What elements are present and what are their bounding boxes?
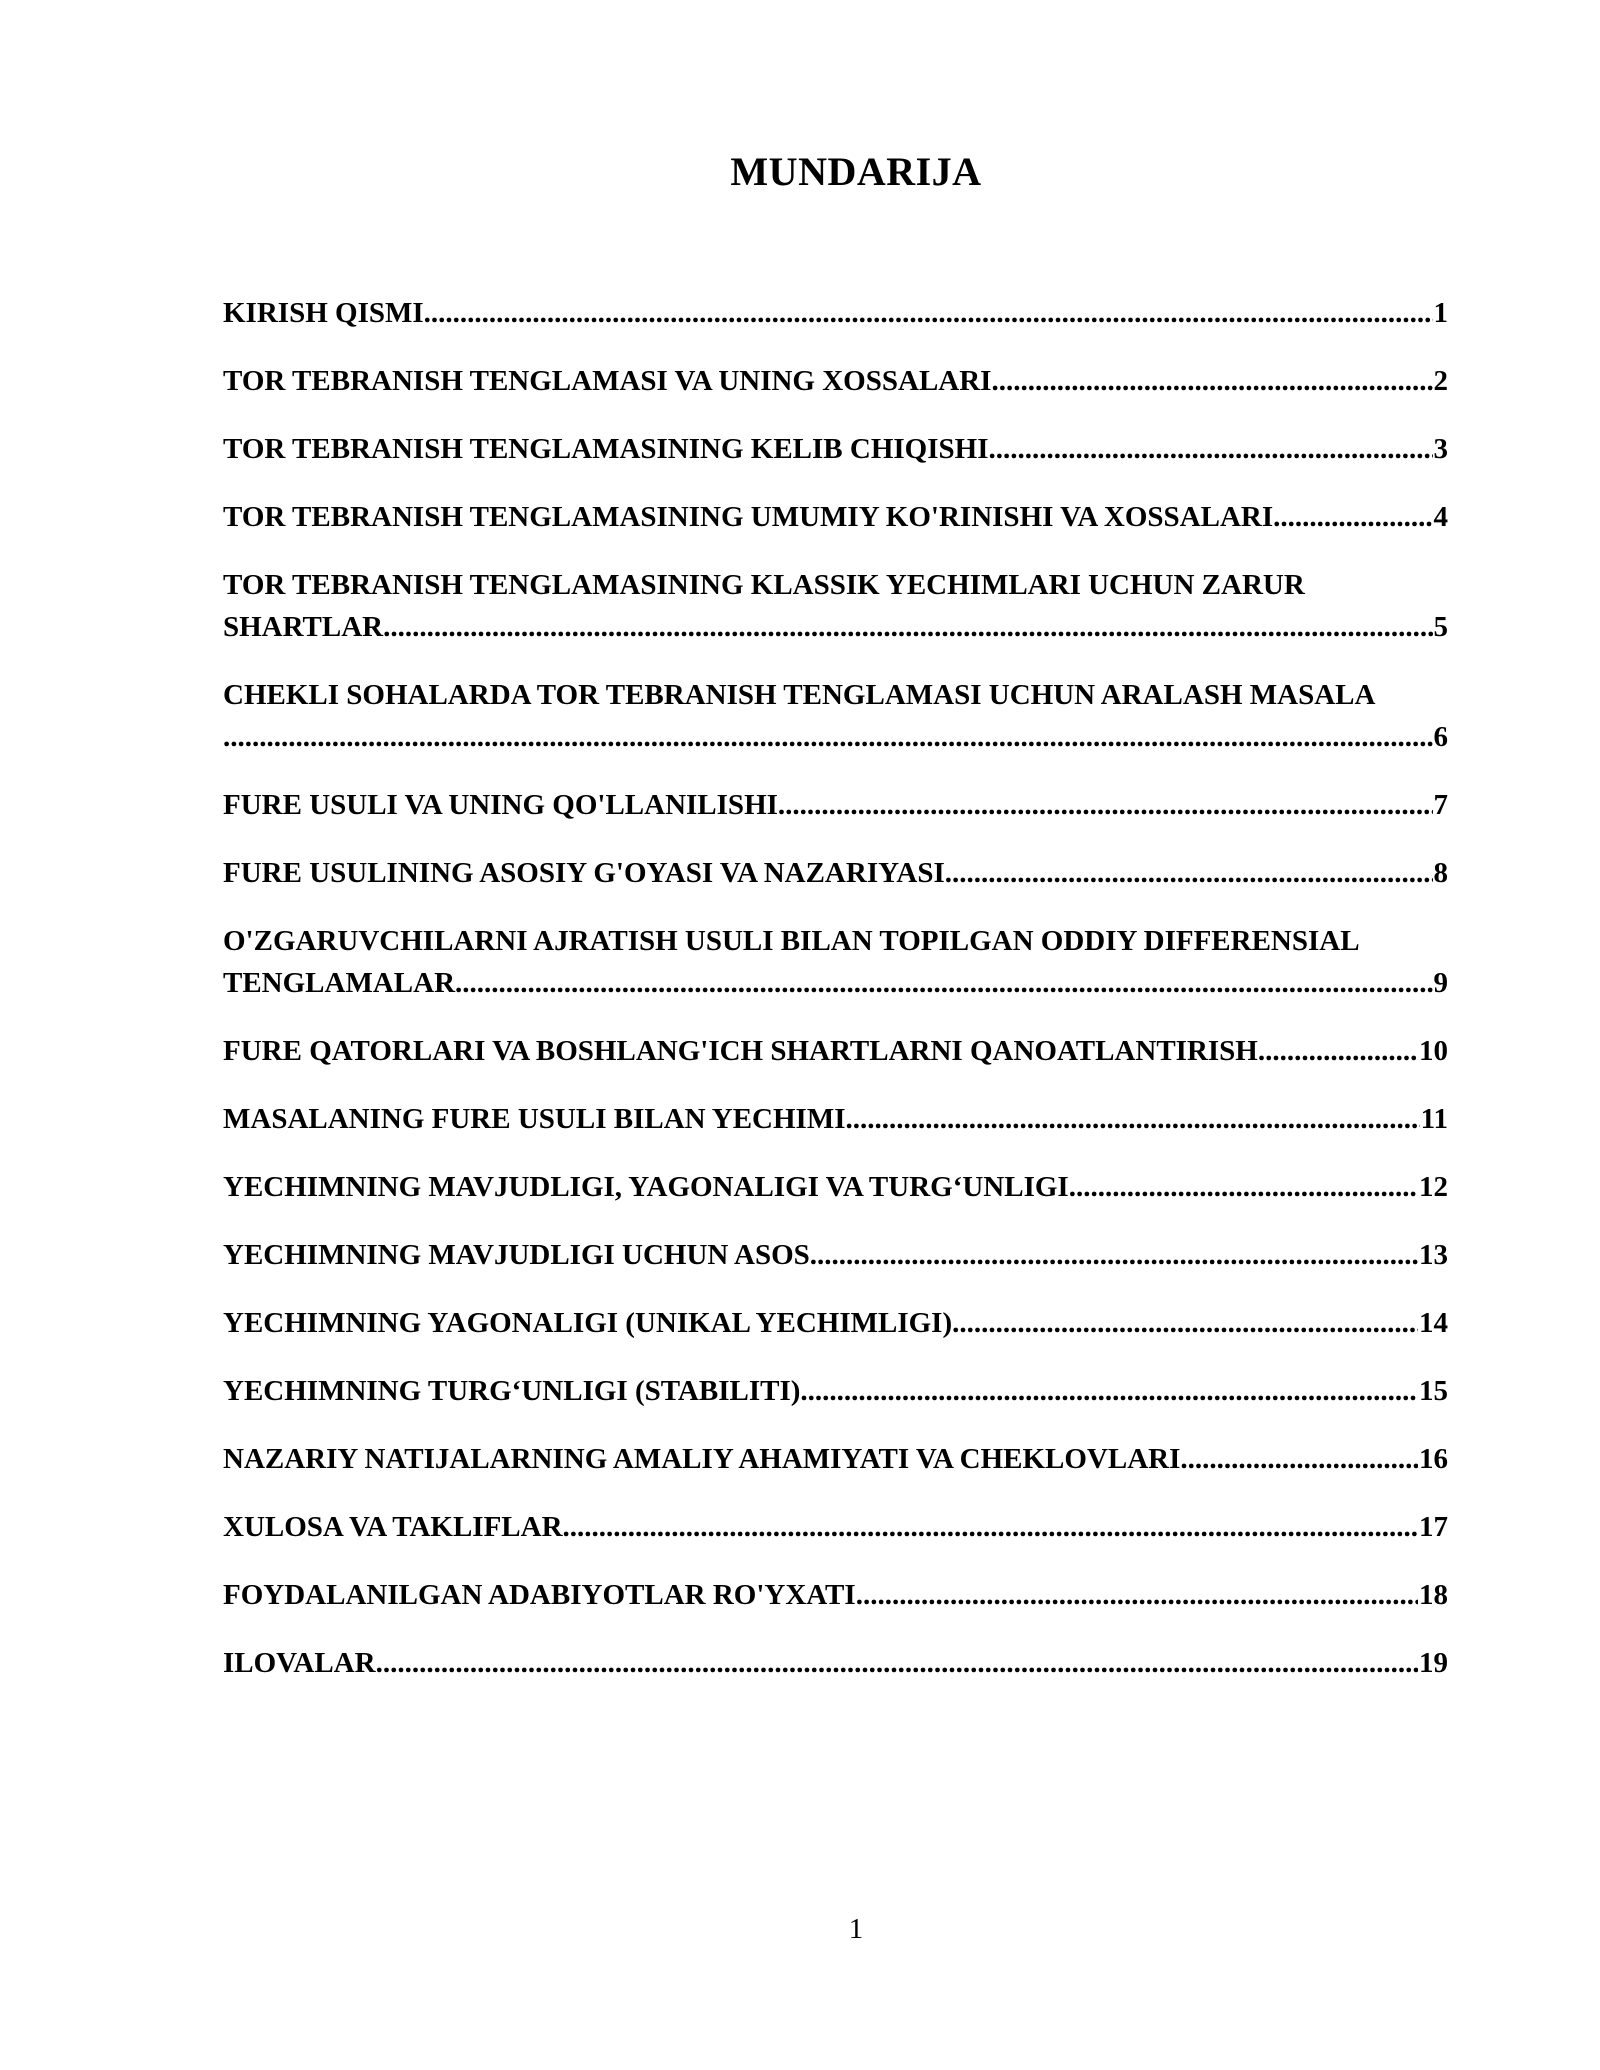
dot-leader [455, 962, 1432, 1004]
dot-leader [856, 1574, 1418, 1616]
toc-entry-page: 7 [1433, 789, 1448, 821]
toc-entry-label: TOR TEBRANISH TENGLAMASINING UMUMIY KO'RINISHI VA XOSSALARI [223, 501, 1274, 533]
dot-leader [846, 1098, 1420, 1140]
toc-entry-label: TOR TEBRANISH TENGLAMASINING KELIB CHIQISHI [223, 433, 989, 465]
dot-leader [991, 360, 1432, 402]
toc-entry-page: 13 [1419, 1239, 1448, 1271]
toc-entry[interactable] [223, 360, 1448, 402]
toc-entry-label: XULOSA VA TAKLIFLAR [223, 1511, 563, 1543]
toc-entry[interactable] [223, 920, 1448, 1004]
toc-entry[interactable] [223, 1098, 1448, 1140]
toc-entry[interactable] [223, 496, 1448, 538]
toc-entry-label: FURE USULI VA UNING QO'LLANILISHI [223, 789, 778, 821]
dot-leader [1258, 1030, 1418, 1072]
toc-entry-line2 [223, 606, 1448, 648]
toc-entry-label: YECHIMNING TURG‘UNLIGI (STABILITI) [223, 1375, 801, 1407]
toc-entry-page: 18 [1419, 1579, 1448, 1611]
toc-entry-page: 2 [1433, 365, 1448, 397]
page-title: MUNDARIJA [730, 149, 982, 194]
toc-entry-label: KIRISH QISMI [223, 297, 424, 329]
dot-leader [952, 1302, 1418, 1344]
toc-entry[interactable] [223, 1302, 1448, 1344]
toc-entry[interactable] [223, 564, 1448, 648]
dot-leader [810, 1234, 1418, 1276]
dot-leader [223, 716, 1433, 758]
toc-entry-page: 5 [1433, 611, 1448, 643]
toc-entry-label: ILOVALAR [223, 1647, 376, 1679]
toc-entry-page: 3 [1433, 433, 1448, 465]
toc-entry[interactable] [223, 674, 1448, 758]
dot-leader [383, 606, 1432, 648]
toc-entry[interactable] [223, 1030, 1448, 1072]
toc-entry-label-line1: O'ZGARUVCHILARNI AJRATISH USULI BILAN TOPILGAN ODDIY DIFFERENSIAL [223, 925, 1360, 957]
toc-entry-label: YECHIMNING MAVJUDLIGI UCHUN ASOS [223, 1239, 810, 1271]
page-number: 1 [848, 1913, 864, 1945]
dot-leader [563, 1506, 1418, 1548]
toc-entry-label: FURE USULINING ASOSIY G'OYASI VA NAZARIYASI [223, 857, 945, 889]
dot-leader [1180, 1438, 1418, 1480]
toc-entry[interactable] [223, 1642, 1448, 1684]
toc-entry[interactable] [223, 1166, 1448, 1208]
dot-leader [945, 852, 1433, 894]
dot-leader [800, 1370, 1418, 1412]
toc-entry-page: 14 [1419, 1307, 1448, 1339]
toc-entry-label: FURE QATORLARI VA BOSHLANG'ICH SHARTLARNI QANOATLANTIRISH [223, 1035, 1258, 1067]
toc-entry-page: 19 [1419, 1647, 1448, 1679]
toc-entry[interactable] [223, 852, 1448, 894]
toc-entry-line2 [223, 716, 1448, 758]
dot-leader [1273, 496, 1432, 538]
toc-entry-label: YECHIMNING MAVJUDLIGI, YAGONALIGI VA TURG‘UNLIGI [223, 1171, 1069, 1203]
toc-entry-label: FOYDALANILGAN ADABIYOTLAR RO'YXATI [223, 1579, 856, 1611]
toc-entry[interactable] [223, 428, 1448, 470]
toc-entry-page: 16 [1419, 1443, 1448, 1475]
toc-entry-page: 4 [1433, 501, 1448, 533]
toc-entry-page: 11 [1420, 1103, 1448, 1135]
toc-entry-page: 10 [1419, 1035, 1448, 1067]
toc-entry-label-line2: TENGLAMALAR [223, 967, 456, 999]
dot-leader [989, 428, 1433, 470]
toc-entry[interactable] [223, 292, 1448, 334]
toc-entry[interactable] [223, 1370, 1448, 1412]
toc-entry[interactable] [223, 784, 1448, 826]
toc-entry-label-line1: TOR TEBRANISH TENGLAMASINING KLASSIK YECHIMLARI UCHUN ZARUR [223, 569, 1305, 601]
toc-entry-page: 17 [1419, 1511, 1448, 1543]
toc-entry-page: 15 [1419, 1375, 1448, 1407]
toc-entry-page: 8 [1433, 857, 1448, 889]
toc-entry-page: 6 [1433, 721, 1448, 753]
toc-entry-label: NAZARIY NATIJALARNING AMALIY AHAMIYATI VA CHEKLOVLARI [223, 1443, 1181, 1475]
toc-entry-page: 1 [1433, 297, 1448, 329]
toc-entry[interactable] [223, 1506, 1448, 1548]
dot-leader [778, 784, 1433, 826]
dot-leader [1069, 1166, 1418, 1208]
toc-entry-label: MASALANING FURE USULI BILAN YECHIMI [223, 1103, 846, 1135]
toc-entry[interactable] [223, 1574, 1448, 1616]
toc-entry-label-line2: SHARTLAR [223, 611, 384, 643]
toc-entry-page: 12 [1419, 1171, 1448, 1203]
toc-entry[interactable] [223, 1438, 1448, 1480]
toc-entry-label: YECHIMNING YAGONALIGI (UNIKAL YECHIMLIGI) [223, 1307, 953, 1339]
dot-leader [424, 292, 1433, 334]
toc-entry-label-line1: CHEKLI SOHALARDA TOR TEBRANISH TENGLAMASI UCHUN ARALASH MASALA [223, 679, 1376, 711]
toc-entry[interactable] [223, 1234, 1448, 1276]
table-of-contents [223, 292, 1448, 1710]
dot-leader [376, 1642, 1418, 1684]
toc-entry-label: TOR TEBRANISH TENGLAMASI VA UNING XOSSALARI [223, 365, 992, 397]
toc-entry-page: 9 [1433, 967, 1448, 999]
toc-entry-line2 [223, 962, 1448, 1004]
